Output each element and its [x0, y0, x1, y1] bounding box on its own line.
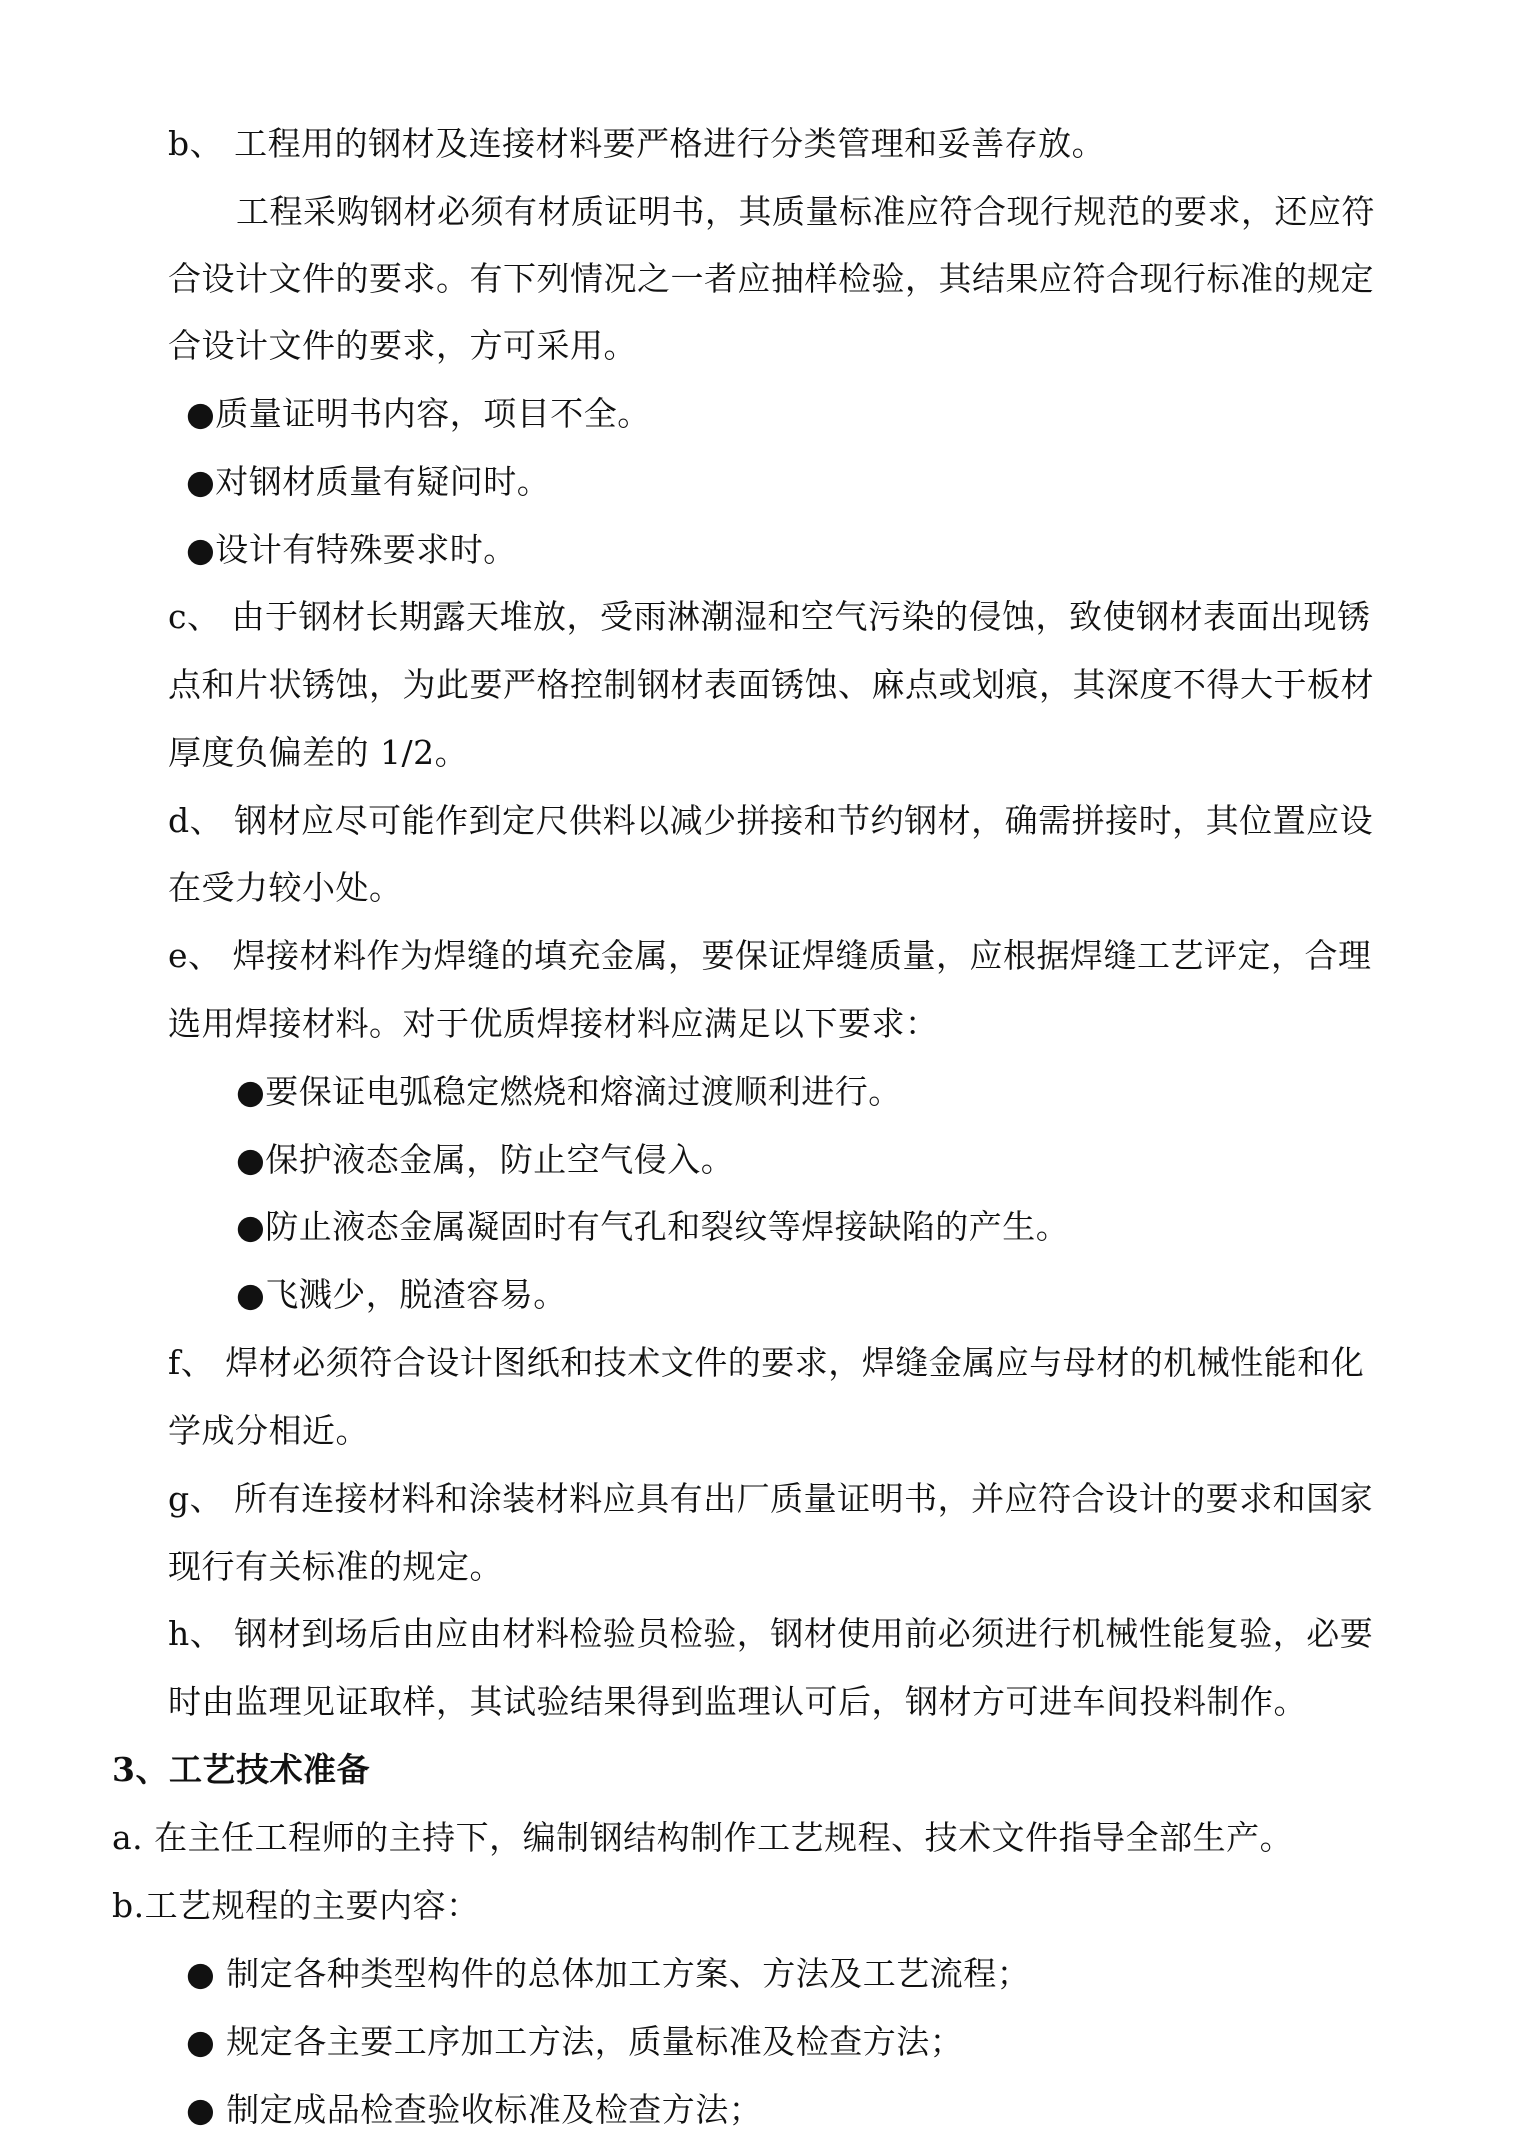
paragraph-e-line-2: 选用焊接材料。对于优质焊接材料应满足以下要求：: [168, 1004, 939, 1043]
bullet-item: ●保护液态金属，防止空气侵入。: [236, 1140, 735, 1179]
bullet-item: ●设计有特殊要求时。: [186, 530, 517, 569]
paragraph-h-line-1: h、 钢材到场后由应由材料检验员检验，钢材使用前必须进行机械性能复验，必要: [168, 1614, 1374, 1653]
paragraph-c-line-2: 点和片状锈蚀，为此要严格控制钢材表面锈蚀、麻点或划痕，其深度不得大于板材: [168, 665, 1374, 704]
paragraph-a-line-1: a. 在主任工程师的主持下，编制钢结构制作工艺规程、技术文件指导全部生产。: [112, 1818, 1294, 1857]
bullet-item: ●飞溅少，脱渣容易。: [236, 1275, 567, 1314]
paragraph-d-line-1: d、 钢材应尽可能作到定尺供料以减少拼接和节约钢材，确需拼接时，其位置应设: [168, 801, 1374, 840]
paragraph-f-line-1: f、 焊材必须符合设计图纸和技术文件的要求，焊缝金属应与母材的机械性能和化: [168, 1343, 1365, 1382]
paragraph-g-line-1: g、 所有连接材料和涂装材料应具有出厂质量证明书，并应符合设计的要求和国家: [168, 1479, 1374, 1518]
paragraph-c-line-1: c、 由于钢材长期露天堆放，受雨淋潮湿和空气污染的侵蚀，致使钢材表面出现锈: [168, 597, 1371, 636]
bullet-item: ● 制定各种类型构件的总体加工方案、方法及工艺流程；: [186, 1954, 1031, 1993]
section-heading: 3、工艺技术准备: [112, 1750, 370, 1789]
paragraph-d-line-2: 在受力较小处。: [168, 868, 403, 907]
paragraph-procurement-line-2: 合设计文件的要求。有下列情况之一者应抽样检验，其结果应符合现行标准的规定: [168, 259, 1374, 298]
bullet-item: ●防止液态金属凝固时有气孔和裂纹等焊接缺陷的产生。: [236, 1207, 1070, 1246]
paragraph-g-line-2: 现行有关标准的规定。: [168, 1547, 503, 1586]
paragraph-b2-line-1: b.工艺规程的主要内容：: [112, 1886, 480, 1925]
paragraph-procurement-line-1: 工程采购钢材必须有材质证明书，其质量标准应符合现行规范的要求，还应符: [236, 192, 1375, 231]
bullet-item: ● 规定各主要工序加工方法，质量标准及检查方法；: [186, 2022, 964, 2061]
bullet-item: ●质量证明书内容，项目不全。: [186, 394, 651, 433]
paragraph-f-line-2: 学成分相近。: [168, 1411, 369, 1450]
paragraph-b-line-1: b、 工程用的钢材及连接材料要严格进行分类管理和妥善存放。: [168, 124, 1106, 163]
bullet-item: ●要保证电弧稳定燃烧和熔滴过渡顺利进行。: [236, 1072, 902, 1111]
bullet-item: ● 制定成品检查验收标准及检查方法；: [186, 2090, 763, 2129]
paragraph-e-line-1: e、 焊接材料作为焊缝的填充金属，要保证焊缝质量，应根据焊缝工艺评定，合理: [168, 936, 1372, 975]
bullet-item: ●对钢材质量有疑问时。: [186, 462, 551, 501]
paragraph-c-line-3: 厚度负偏差的 1/2。: [168, 733, 469, 772]
paragraph-procurement-line-3: 合设计文件的要求，方可采用。: [168, 326, 637, 365]
paragraph-h-line-2: 时由监理见证取样，其试验结果得到监理认可后，钢材方可进车间投料制作。: [168, 1682, 1307, 1721]
